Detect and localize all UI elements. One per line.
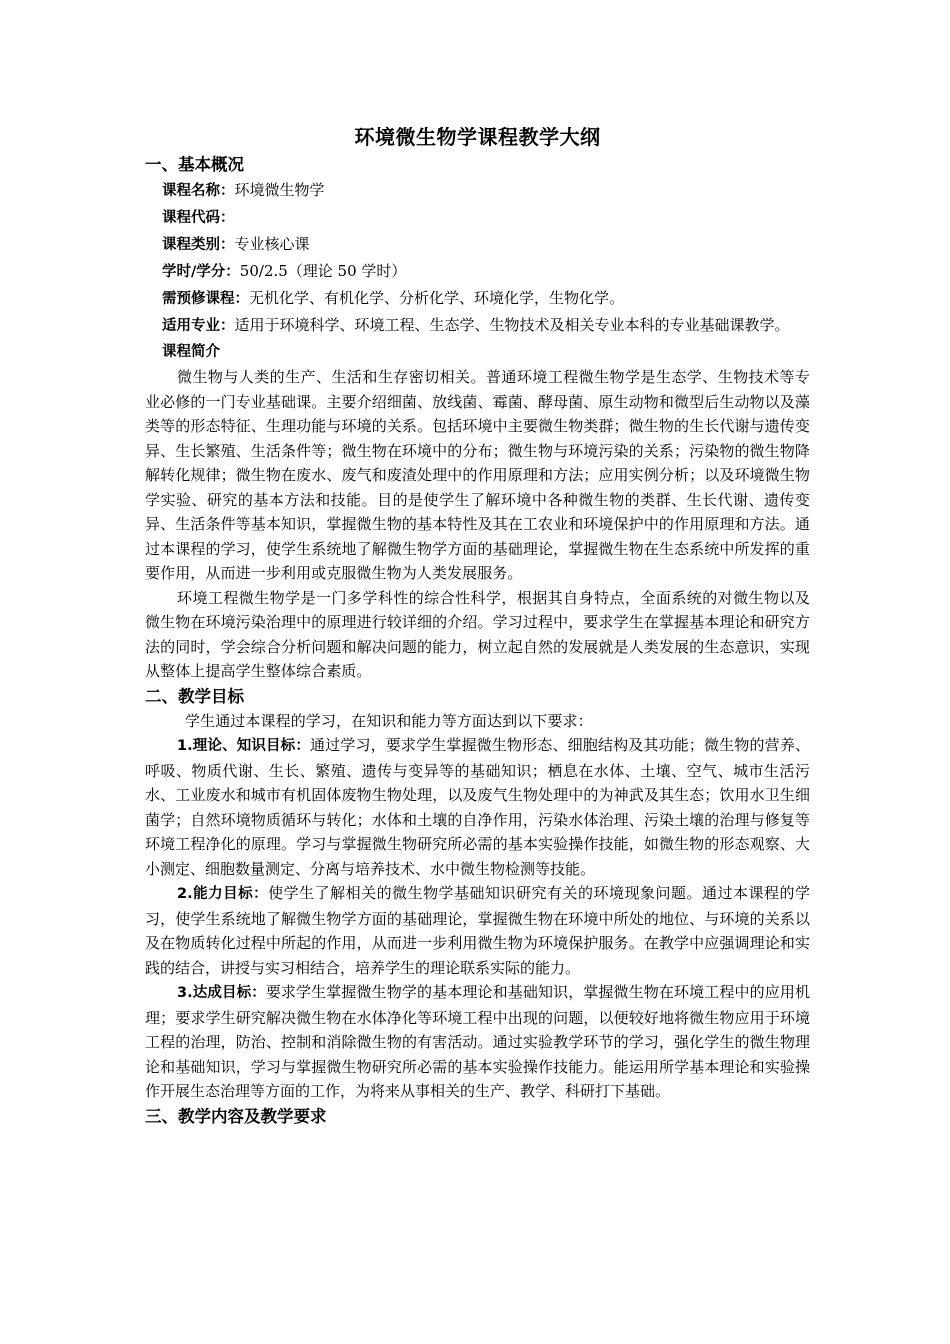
goal-achievement-label: 3.达成目标： bbox=[177, 985, 266, 1001]
course-code-row bbox=[145, 204, 810, 231]
section-heading-basic: 一、基本概况 bbox=[145, 155, 244, 174]
course-name-row bbox=[145, 177, 810, 204]
major-label: 适用专业： bbox=[162, 318, 235, 334]
intro-paragraph-1: 微生物与人类的生产、生活和生存密切相关。普通环境工程微生物学是生态学、生物技术等专业必修的一门专业基础课。主要介绍细菌、放线菌、霉菌、酵母菌、原生动物和微型后生动物以及藻类等的形态特征、生理功能与环境的关系。包括环境中主要微生物类群；微生物的生长代谢与遗传变异、生长繁殖、生活条件等；微生物在环境中的分布；微生物与环境污染的关系；污染物的微生物降解转化规律；微生物在废水、废气和废渣处理中的作用原理和方法；应用实例分析；以及环境微生物学实验、研究的基本方法和技能。目的是使学生了解环境中各种微生物的类群、生长代谢、遗传变异、生活条件等基本知识，掌握微生物的基本特性及其在工农业和环境保护中的作用原理和方法。通过本课程的学习，使学生系统地了解微生物学方面的基础理论，掌握微生物在生态系统中所发挥的重要作用，从而进一步利用或克服微生物为人类发展服务。 bbox=[145, 368, 810, 582]
goals-lead: 学生通过本课程的学习，在知识和能力等方面达到以下要求： bbox=[185, 711, 593, 730]
hours-label: 学时/学分： bbox=[162, 264, 240, 280]
goal-ability-text: 使学生了解相关的微生物学基础知识研究有关的环境现象问题。通过本课程的学习，使学生系统地了解微生物学方面的基础理论，掌握微生物在环境中所处的地位、与环境的关系以及在物质转化过程中所起的作用，从而进一步利用微生物为环境保护服务。在教学中应强调理论和实践的结合，讲授与实习相结合，培养学生的理论联系实际的能力。 bbox=[145, 884, 810, 977]
syllabus-page bbox=[145, 122, 810, 1129]
goal-ability bbox=[145, 881, 810, 980]
document-title: 环境微生物学课程教学大纲 bbox=[354, 125, 601, 149]
category-row bbox=[145, 231, 810, 258]
prereq-row bbox=[145, 285, 810, 312]
major-value: 适用于环境科学、环境工程、生态学、生物技术及相关专业本科的专业基础课教学。 bbox=[234, 316, 790, 334]
goal-achievement bbox=[145, 980, 810, 1104]
prereq-value: 无机化学、有机化学、分析化学、环境化学，生物化学。 bbox=[249, 289, 625, 307]
goal-ability-label: 2.能力目标： bbox=[177, 886, 269, 902]
category-label: 课程类别： bbox=[162, 237, 235, 253]
hours-row bbox=[145, 258, 810, 285]
goal-knowledge-label: 1.理论、知识目标： bbox=[177, 738, 310, 754]
goal-knowledge-text: 通过学习，要求学生掌握微生物形态、细胞结构及其功能；微生物的营养、呼吸、物质代谢、生长、繁殖、遗传与变异等的基础知识；栖息在水体、土壤、空气、城市生活污水、工业废水和城市有机固体废物生物处理，以及废气生物处理中的为神武及其生态；饮用水卫生细菌学；自然环境物质循环与转化；水体和土壤的自净作用，污染水体治理、污染土壤的治理与修复等环境工程净化的原理。学习与掌握微生物研究所必需的基本实验操作技能，如微生物的形态观察、大小测定、细胞数量测定、分离与培养技术、水中微生物检测等技能。 bbox=[145, 736, 810, 878]
prereq-label: 需预修课程： bbox=[162, 291, 249, 307]
intro-heading: 课程简介 bbox=[162, 344, 220, 360]
section-heading-goals: 二、教学目标 bbox=[145, 686, 244, 706]
hours-value: 50/2.5（理论 50 学时） bbox=[239, 262, 407, 280]
course-name-label: 课程名称： bbox=[162, 183, 235, 199]
course-name-value: 环境微生物学 bbox=[234, 181, 325, 199]
course-code-label: 课程代码： bbox=[162, 210, 235, 226]
intro-paragraph-2: 环境工程微生物学是一门多学科性的综合性科学，根据其自身特点，全面系统的对微生物以及微生物在环境污染治理中的原理进行较详细的介绍。学习过程中，要求学生在掌握基本理论和研究方法的同时，学会综合分析问题和解决问题的能力，树立起自然的发展就是人类发展的生态意识，实现从整体上提高学生整体综合素质。 bbox=[145, 588, 810, 680]
goal-achievement-text: 要求学生掌握微生物学的基本理论和基础知识，掌握微生物在环境工程中的应用机理；要求学生研究解决微生物在水体净化等环境工程中出现的问题，以便较好地将微生物应用于环境工程的治理，防治、控制和消除微生物的有害活动。通过实验教学环节的学习，强化学生的微生物理论和基础知识，学习与掌握微生物研究所必需的基本实验操作技能力。能运用所学基本理论和实验操作开展生态治理等方面的工作，为将来从事相关的生产、教学、科研打下基础。 bbox=[145, 983, 810, 1100]
category-value: 专业核心课 bbox=[234, 235, 310, 253]
goal-knowledge bbox=[145, 733, 810, 881]
major-row bbox=[145, 312, 810, 339]
section-heading-content: 三、教学内容及教学要求 bbox=[145, 1106, 327, 1126]
